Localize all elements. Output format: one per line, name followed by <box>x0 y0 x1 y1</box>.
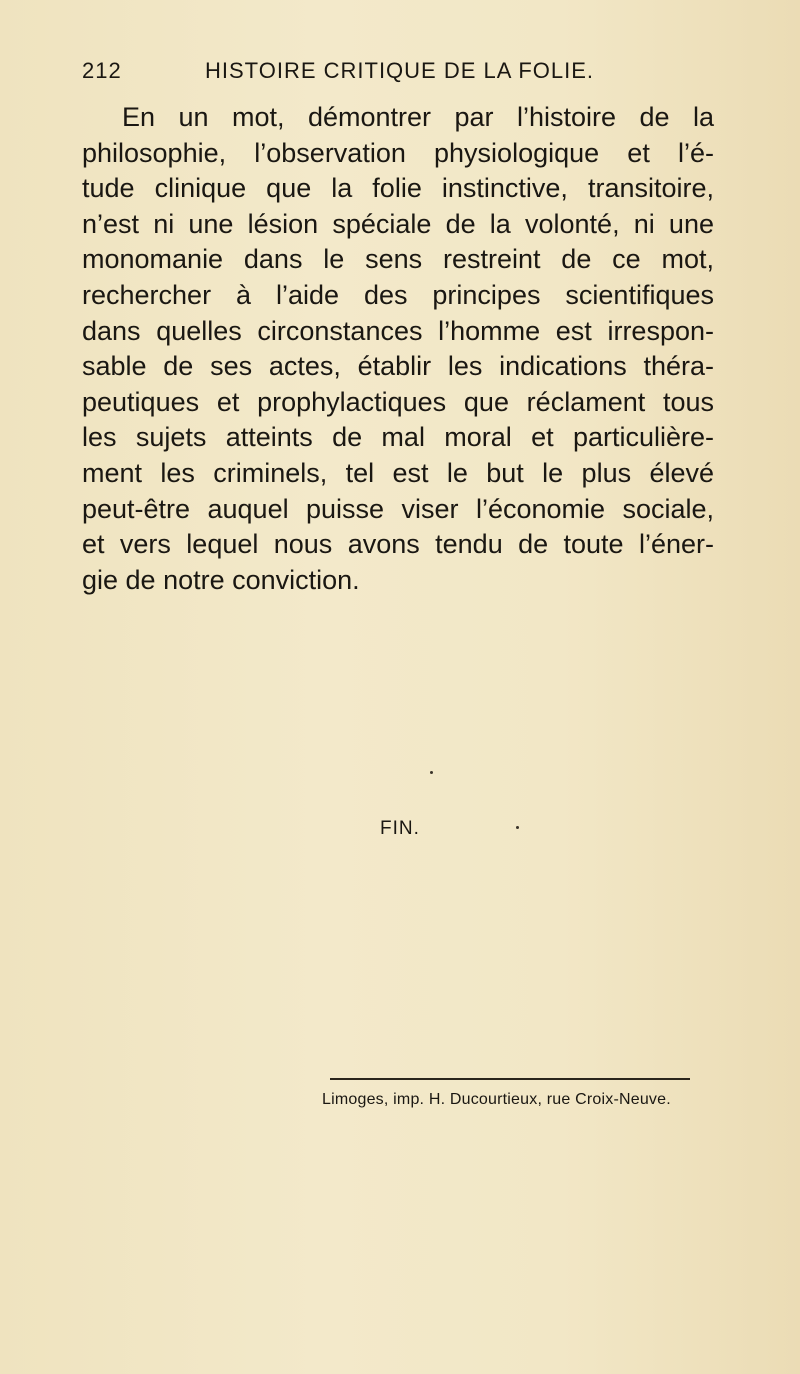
running-title: HISTOIRE CRITIQUE DE LA FOLIE. <box>205 58 595 83</box>
running-header <box>82 58 722 88</box>
text-line: peut-être auquel puisse viser l’économie sociale, <box>82 493 714 524</box>
body-paragraph <box>82 100 714 598</box>
ink-speck <box>430 771 433 774</box>
text-line: et vers lequel nous avons tendu de toute l’éner- <box>82 529 714 560</box>
text-line: sable de ses actes, établir les indications théra- <box>82 351 714 382</box>
page-number: 212 <box>82 58 122 83</box>
text-line-last: gie de notre conviction. <box>82 564 360 595</box>
text-line: n’est ni une lésion spéciale de la volonté, ni une <box>82 208 714 239</box>
text-line: peutiques et prophylactiques que réclament tous <box>82 386 714 417</box>
footer-rule <box>330 1078 690 1080</box>
ink-speck <box>516 826 519 829</box>
end-mark: FIN. <box>380 818 420 839</box>
text-line: dans quelles circonstances l’homme est irrespon- <box>82 315 714 346</box>
text-line: rechercher à l’aide des principes scientifiques <box>82 279 714 310</box>
text-line: philosophie, l’observation physiologique et l’é- <box>82 137 714 168</box>
text-line: En un mot, démontrer par l’histoire de la <box>122 102 714 132</box>
text-line: tude clinique que la folie instinctive, transitoire, <box>82 173 714 204</box>
text-line: monomanie dans le sens restreint de ce mot, <box>82 244 714 275</box>
text-line: les sujets atteints de mal moral et particulière- <box>82 422 714 453</box>
printer-imprint: Limoges, imp. H. Ducourtieux, rue Croix-Neuve. <box>322 1091 671 1108</box>
text-line: ment les criminels, tel est le but le plus élevé <box>82 457 714 488</box>
